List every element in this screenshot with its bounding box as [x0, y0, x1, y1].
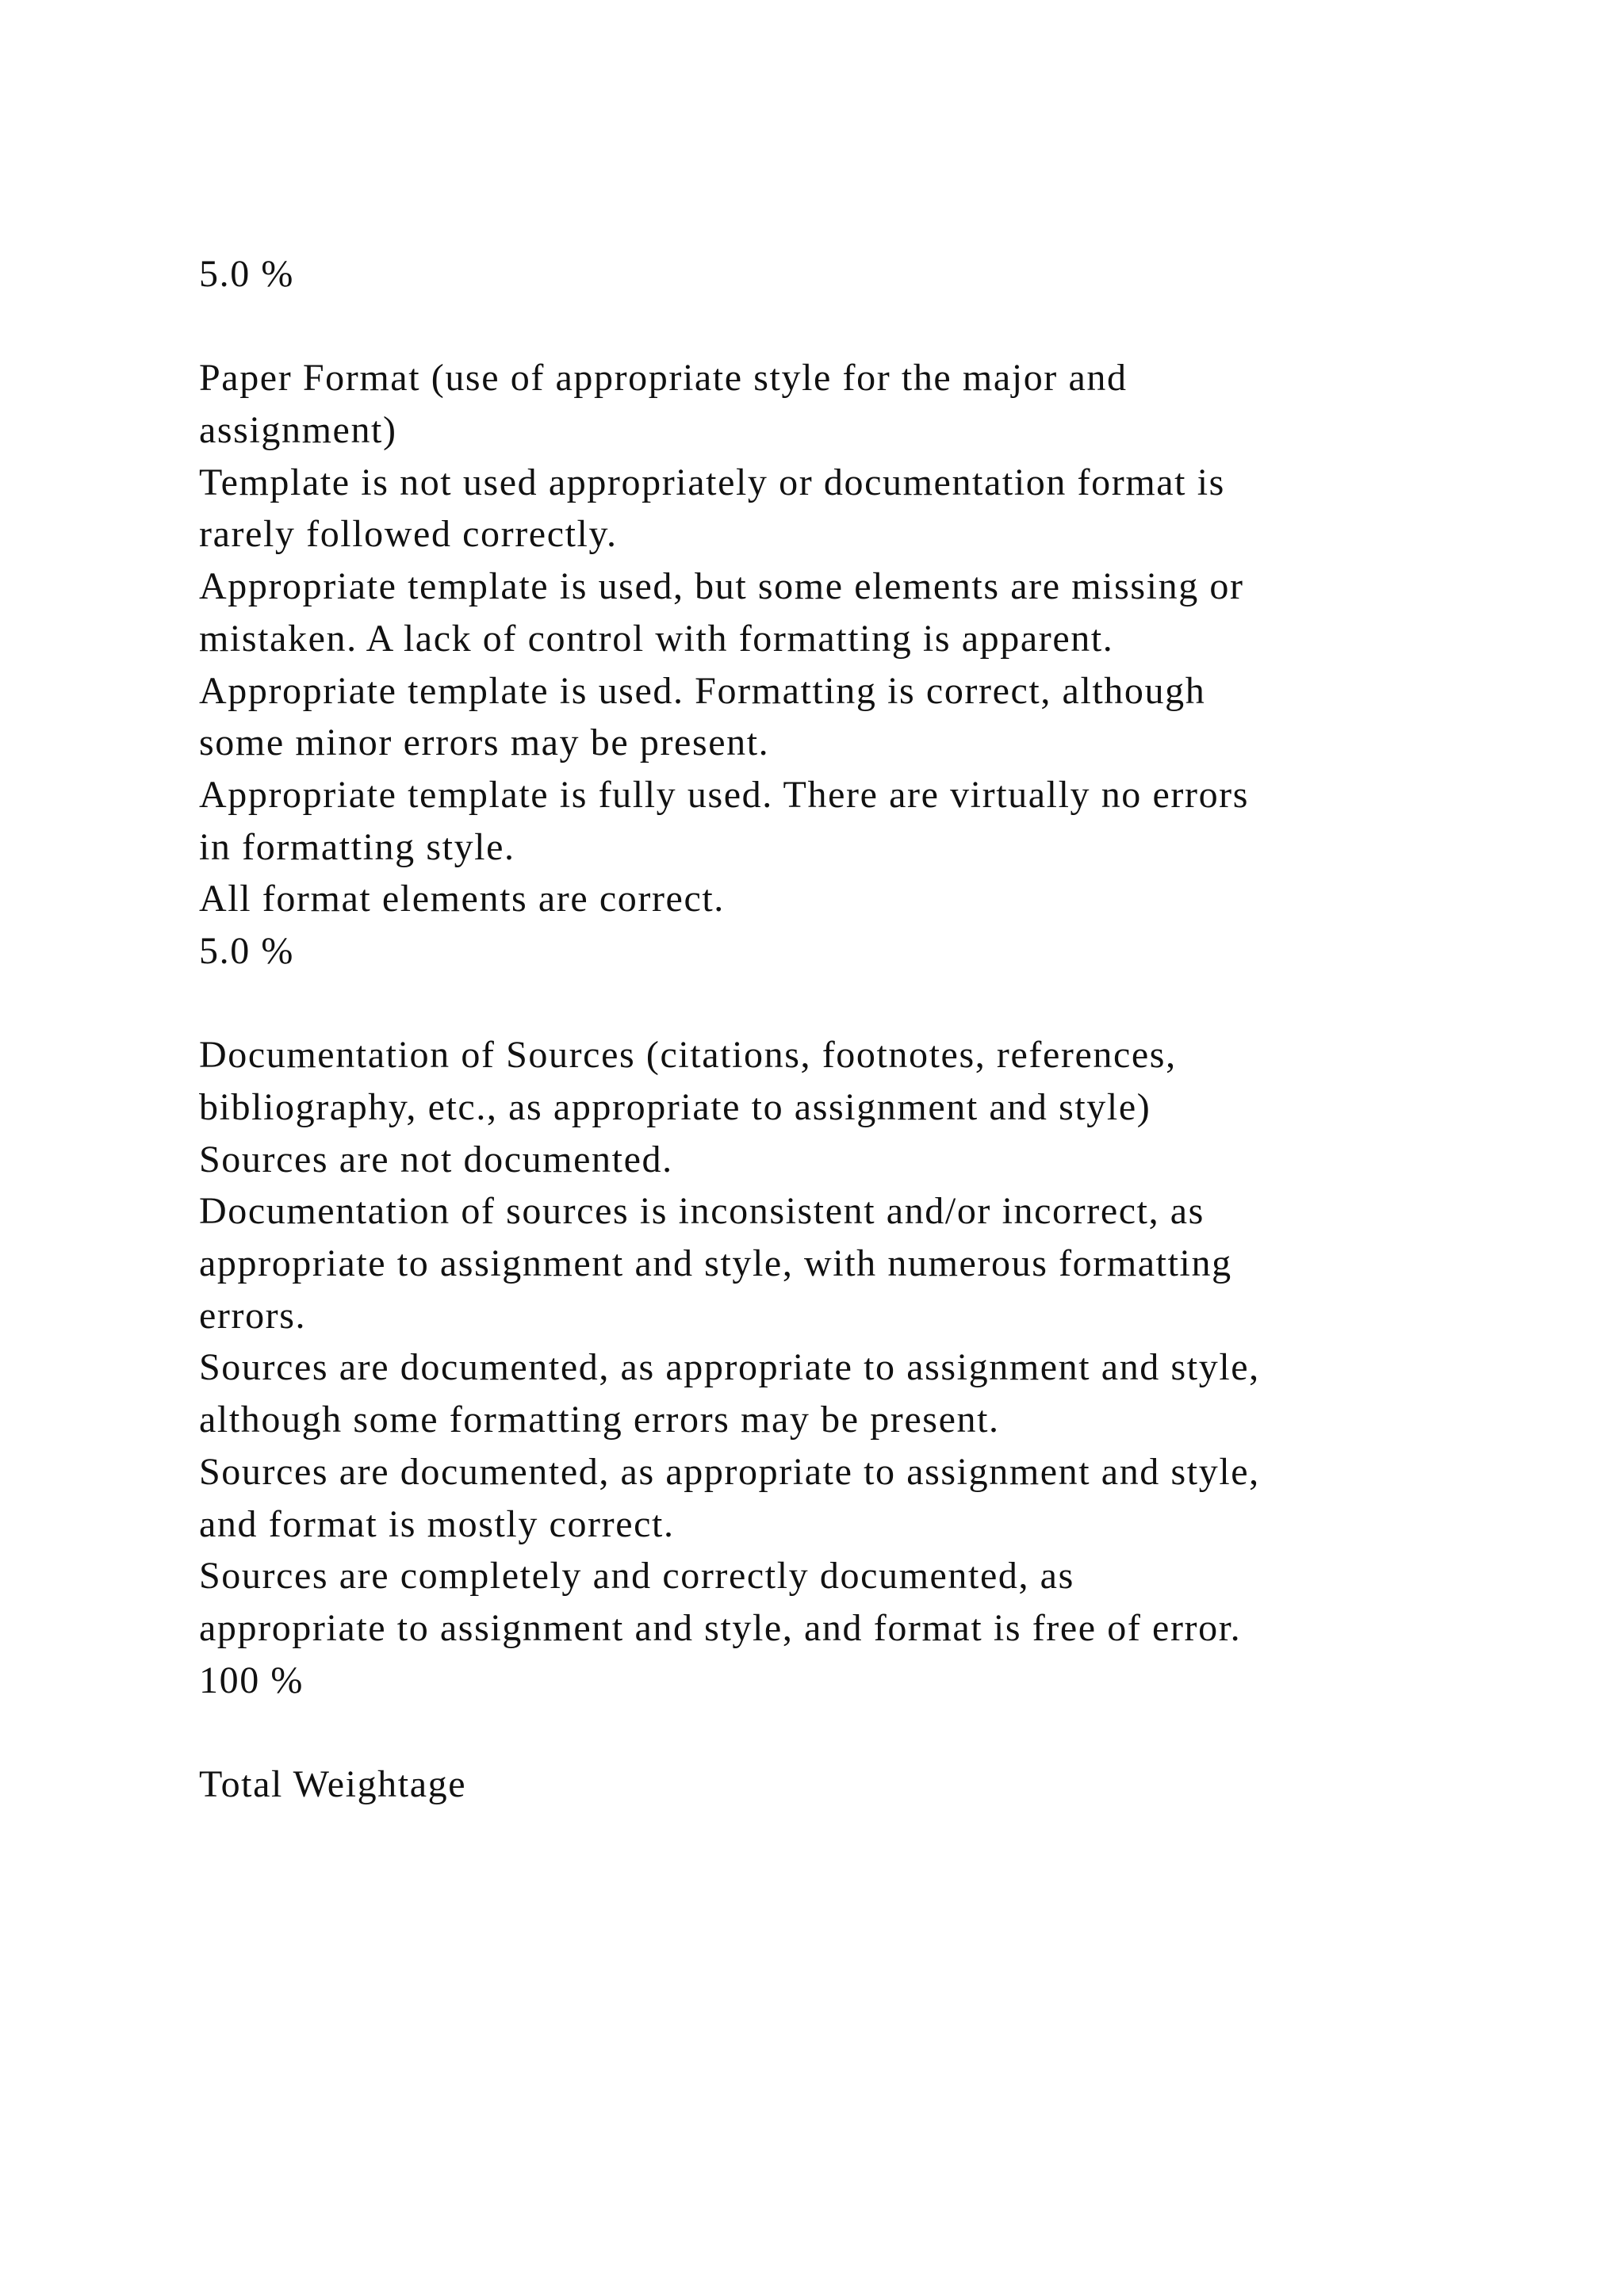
level-description-line: Sources are documented, as appropriate to assignment and style,	[199, 1346, 1260, 1389]
weight-line: 100 %	[199, 1659, 304, 1701]
level-description-line: Template is not used appropriately or documentation format is	[199, 461, 1225, 503]
level-description-line: Appropriate template is fully used. There are virtually no errors	[199, 773, 1250, 816]
blank-line	[199, 1706, 1468, 1758]
blank-line	[199, 978, 1468, 1030]
level-description-line: some minor errors may be present.	[199, 721, 770, 764]
criterion-title-line: Paper Format (use of appropriate style for the major and	[199, 357, 1128, 400]
criterion-title-line: bibliography, etc., as appropriate to assignment and style)	[199, 1086, 1151, 1128]
blank-line	[199, 300, 1468, 353]
level-description-line: appropriate to assignment and style, with numerous formatting	[199, 1242, 1232, 1285]
total-weightage-label: Total Weightage	[199, 1762, 467, 1805]
criterion-title-line: assignment)	[199, 409, 397, 452]
weight-line: 5.0 %	[199, 929, 294, 972]
level-description-line: mistaken. A lack of control with formatting is apparent.	[199, 617, 1114, 660]
weight-line: 5.0 %	[199, 253, 294, 295]
level-description-line: in formatting style.	[199, 825, 515, 868]
level-description-line: although some formatting errors may be present.	[199, 1399, 1000, 1441]
document-body	[199, 248, 1468, 1811]
level-description-line: appropriate to assignment and style, and format is free of error.	[199, 1606, 1242, 1649]
level-description-line: Sources are completely and correctly documented, as	[199, 1555, 1074, 1598]
level-description-line: Documentation of sources is inconsistent and/or incorrect, as	[199, 1190, 1205, 1233]
level-description-line: Appropriate template is used. Formatting is correct, although	[199, 669, 1206, 712]
level-description-line: and format is mostly correct.	[199, 1502, 675, 1545]
level-description-line: errors.	[199, 1294, 307, 1337]
level-description-line: Appropriate template is used, but some elements are missing or	[199, 565, 1244, 608]
criterion-title-line: Documentation of Sources (citations, footnotes, references,	[199, 1034, 1177, 1077]
level-description-line: Sources are not documented.	[199, 1138, 673, 1181]
level-description-line: rarely followed correctly.	[199, 513, 618, 556]
level-description-line: Sources are documented, as appropriate to assignment and style,	[199, 1450, 1260, 1493]
level-description-line: All format elements are correct.	[199, 878, 725, 920]
